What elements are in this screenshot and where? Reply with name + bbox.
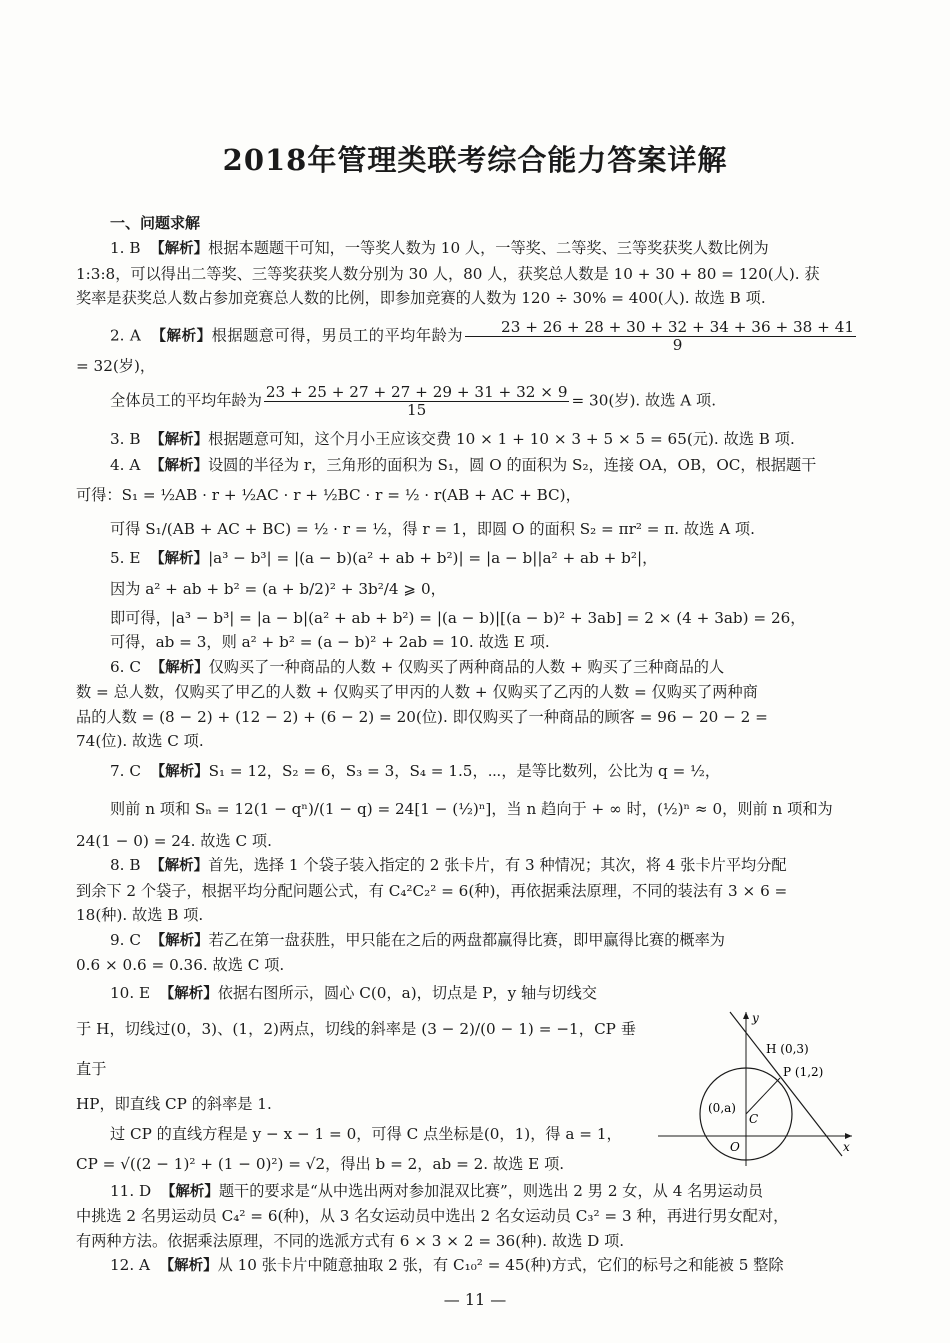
text-line: 根据本题题干可知，一等奖人数为 10 人，一等奖、二等奖、三等奖获奖人数比例为 — [208, 239, 769, 257]
question-number: 2. A — [110, 326, 141, 344]
answer-11 — [76, 1179, 858, 1254]
text-line: 24(1 − 0) = 24. 故选 C 项. — [76, 831, 272, 850]
label-y: y — [752, 1011, 759, 1025]
text-line: = 30(岁). 故选 A 项. — [571, 391, 717, 410]
label-center: (0,a) — [708, 1101, 736, 1115]
text-line: 题干的要求是“从中选出两对参加混双比赛”，则选出 2 男 2 女，从 4 名男运动员 — [218, 1181, 764, 1200]
x-axis-arrow — [845, 1133, 852, 1139]
label-p: P (1,2) — [783, 1065, 824, 1079]
question-number: 8. B — [110, 856, 141, 874]
geometry-figure — [656, 1008, 856, 1168]
text-line: 即可得，|a³ − b³| = |a − b|(a² + ab + b²) = |(a − b)|[(a − b)² + 3ab] = 2 × (4 + 3ab) = 26， — [110, 608, 806, 627]
label-h: H (0,3) — [766, 1042, 809, 1056]
text-line: 品的人数 = (8 − 2) + (12 − 2) + (6 − 2) = 20(位). 即仅购买了一种商品的顾客 = 96 − 20 − 2 = — [76, 707, 768, 726]
fraction-denominator: 15 — [407, 401, 427, 419]
text-line: 1:3:8，可以得出二等奖、三等奖获奖人数分别为 30 人，80 人，获奖总人数是 10 + 30 + 80 = 120(人). 获 — [76, 264, 820, 283]
analysis-tag: 【解析】 — [150, 763, 209, 780]
analysis-tag: 【解析】 — [150, 241, 209, 257]
text-line: 根据题意可得，男员工的平均年龄为 — [211, 326, 464, 344]
analysis-tag: 【解析】 — [150, 659, 209, 676]
text-line: 有两种方法。依据乘法原理，不同的选派方式有 6 × 3 × 2 = 36(种). 故选 D 项. — [76, 1231, 625, 1250]
answer-5 — [76, 546, 858, 655]
text-line: 过 CP 的直线方程是 y − x − 1 = 0，可得 C 点坐标是(0，1)，得 a = 1， — [110, 1124, 622, 1143]
analysis-tag: 【解析】 — [159, 985, 218, 1002]
answer-3 — [76, 427, 858, 453]
text-line: 从 10 张卡片中随意抽取 2 张，有 C₁₀² = 45(种)方式，它们的标号之和能被 5 整除 — [217, 1256, 784, 1274]
tangent-line — [730, 1012, 842, 1156]
text-line: 74(位). 故选 C 项. — [76, 732, 204, 750]
analysis-tag: 【解析】 — [160, 1183, 219, 1200]
fraction-numerator: 23 + 25 + 27 + 27 + 29 + 31 + 32 × 9 — [265, 383, 568, 401]
text-line: 若乙在第一盘获胜，甲只能在之后的两盘都赢得比赛，即甲赢得比赛的概率为 — [208, 930, 725, 949]
question-number: 9. C — [110, 930, 141, 949]
page-title: 2018年管理类联考综合能力答案详解 — [222, 143, 728, 177]
page-number: — 11 — — [443, 1290, 507, 1309]
question-number: 11. D — [110, 1181, 152, 1200]
question-number: 12. A — [110, 1256, 150, 1274]
text-line: 可得，ab = 3，则 a² + b² = (a − b)² + 2ab = 10. 故选 E 项. — [110, 633, 550, 651]
text-line: 可得 S₁/(AB + AC + BC) = ½ · r = ½，得 r = 1，即圆 O 的面积 S₂ = πr² = π. 故选 A 项. — [110, 520, 755, 538]
question-number: 1. B — [110, 239, 141, 257]
label-origin: O — [730, 1140, 740, 1154]
section-heading: 一、问题求解 — [110, 214, 201, 232]
text-line: 设圆的半径为 r，三角形的面积为 S₁，圆 O 的面积为 S₂，连接 OA，OB，OC，根据题干 — [207, 455, 817, 474]
text-line: 18(种). 故选 B 项. — [76, 906, 204, 924]
fraction-denominator: 9 — [672, 335, 683, 354]
answer-12 — [76, 1253, 858, 1279]
text-line: 可得：S₁ = ½AB · r + ½AC · r + ½BC · r = ½ · r(AB + AC + BC)， — [76, 486, 581, 504]
text-line: 因为 a² + ab + b² = (a + b/2)² + 3b²/4 ⩾ 0， — [110, 579, 446, 598]
analysis-tag: 【解析】 — [150, 432, 209, 448]
text-line: 到余下 2 个袋子，根据平均分配问题公式，有 C₄²C₂² = 6(种)，再依据乘法原理，不同的装法有 3 × 6 = — [76, 881, 788, 900]
text-line: 则前 n 项和 Sₙ = 12(1 − qⁿ)/(1 − q) = 24[1 − (½)ⁿ]，当 n 趋向于 + ∞ 时，(½)ⁿ ≈ 0，则前 n 项和为 — [110, 799, 833, 818]
analysis-tag: 【解析】 — [150, 932, 209, 949]
text-line: 中挑选 2 名男运动员 C₄² = 6(种)，从 3 名女运动员中选出 2 名女运动员 C₃² = 3 种，再进行男女配对， — [76, 1207, 789, 1225]
answer-8 — [76, 853, 858, 928]
text-line: |a³ − b³| = |(a − b)(a² + ab + b²)| = |a − b||a² + ab + b²|， — [208, 549, 658, 567]
answer-4 — [76, 453, 858, 547]
question-number: 6. C — [110, 657, 141, 676]
question-number: 7. C — [110, 761, 141, 780]
answer-1 — [76, 236, 858, 311]
text-line: = 32(岁)， — [76, 356, 156, 375]
question-number: 4. A — [110, 455, 141, 474]
answer-7 — [76, 754, 858, 854]
text-line: HP，即直线 CP 的斜率是 1. — [76, 1094, 272, 1113]
text-line: 数 = 总人数，仅购买了甲乙的人数 + 仅购买了甲丙的人数 + 仅购买了乙丙的人数 = 仅购买了两种商 — [76, 683, 758, 701]
question-number: 3. B — [110, 430, 141, 448]
text-line: 于 H，切线过(0，3)、(1，2)两点，切线的斜率是 (3 − 2)/(0 − 1) = −1，CP 垂直于 — [76, 1019, 636, 1078]
text-line: 奖率是获奖总人数占参加竞赛总人数的比例，即参加竞赛的人数为 120 ÷ 30% = 400(人). 故选 B 项. — [76, 289, 766, 307]
fraction — [465, 319, 856, 354]
question-number: 10. E — [110, 983, 151, 1002]
answer-9 — [76, 928, 858, 978]
text-line: 仅购买了一种商品的人数 + 仅购买了两种商品的人数 + 购买了三种商品的人 — [208, 657, 725, 676]
text-line: CP = √((2 − 1)² + (1 − 0)²) = √2，得出 b = 2，ab = 2. 故选 E 项. — [76, 1154, 565, 1173]
analysis-tag: 【解析】 — [149, 457, 208, 474]
text-line: 0.6 × 0.6 = 0.36. 故选 C 项. — [76, 956, 285, 974]
label-c: C — [749, 1112, 759, 1126]
text-line: S₁ = 12，S₂ = 6，S₃ = 3，S₄ = 1.5，⋯，是等比数列，公比为 q = ½， — [208, 761, 721, 780]
fraction-numerator: 23 + 26 + 28 + 30 + 32 + 34 + 36 + 38 + 41 — [465, 319, 856, 337]
segment-cp — [746, 1078, 780, 1114]
answer-6 — [76, 655, 858, 754]
analysis-tag: 【解析】 — [159, 1258, 218, 1274]
question-number: 5. E — [110, 549, 141, 567]
y-axis-arrow — [743, 1012, 749, 1019]
text-line: 依据右图所示，圆心 C(0，a)，切点是 P，y 轴与切线交 — [217, 983, 597, 1002]
analysis-tag: 【解析】 — [151, 328, 212, 344]
text-line: 根据题意可知，这个月小王应该交费 10 × 1 + 10 × 3 + 5 × 5 = 65(元). 故选 B 项. — [208, 430, 795, 448]
analysis-tag: 【解析】 — [150, 551, 209, 567]
answer-2 — [76, 319, 858, 420]
analysis-tag: 【解析】 — [150, 858, 209, 874]
text-line: 首先，选择 1 个袋子装入指定的 2 张卡片，有 3 种情况；其次，将 4 张卡片平均分配 — [208, 856, 787, 874]
label-x: x — [843, 1140, 850, 1154]
fraction — [264, 384, 570, 419]
text-line: 全体员工的平均年龄为 — [110, 391, 262, 410]
